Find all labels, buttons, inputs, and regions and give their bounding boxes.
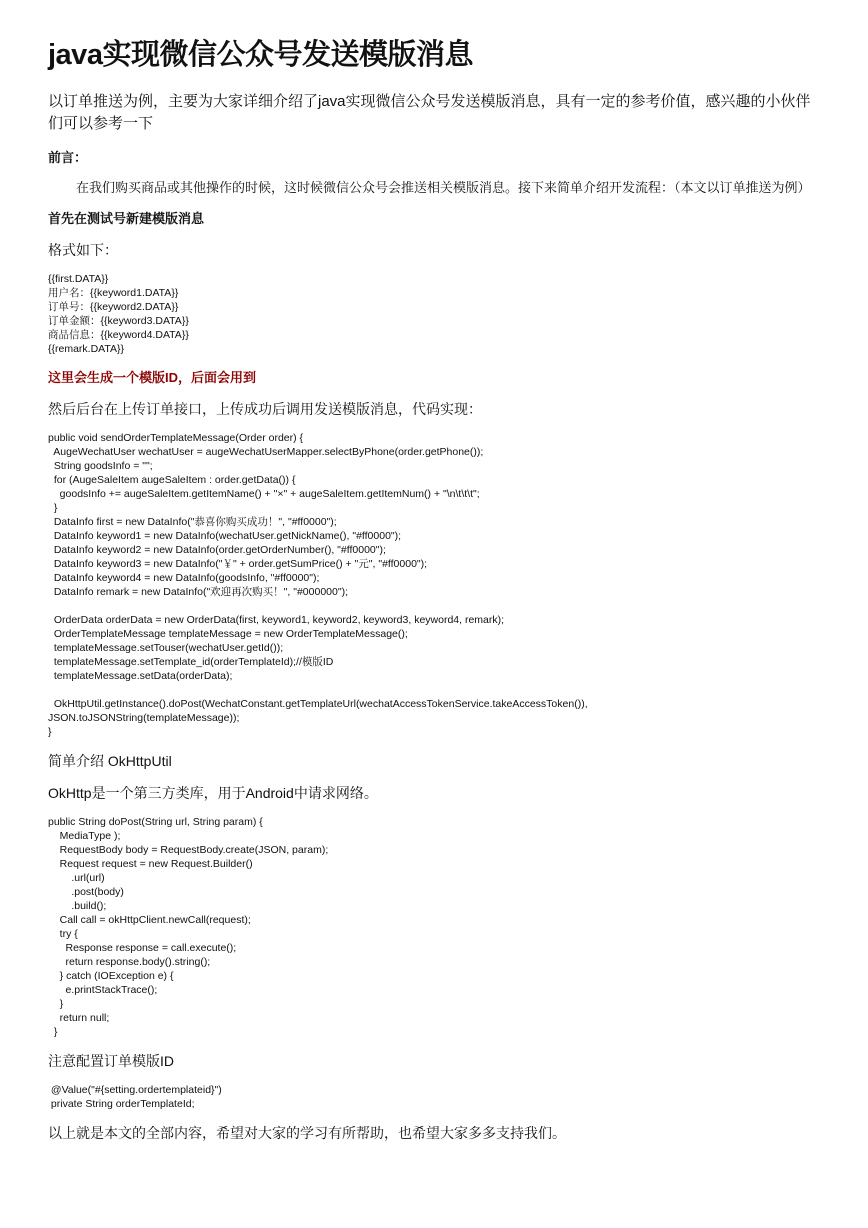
preface-label: 前言： (48, 150, 88, 165)
config-heading: 注意配置订单模版ID (48, 1053, 174, 1069)
config-code-block: @Value("#{setting.ordertemplateid}") private String orderTemplateId; (50, 1084, 222, 1110)
preface-paragraph: 在我们购买商品或其他操作的时候，这时候微信公众号会推送相关模版消息。接下来简单介绍开发流程：（本文以订单推送为例） (76, 180, 811, 195)
article-title: java实现微信公众号发送模版消息 (48, 39, 473, 71)
template-id-note: 这里会生成一个模版ID，后面会用到 (48, 370, 257, 385)
closing-paragraph: 以上就是本文的全部内容，希望对大家的学习有所帮助，也希望大家多多支持我们。 (48, 1125, 566, 1141)
article-summary: 以订单推送为例，主要为大家详细介绍了java实现微信公众号发送模版消息，具有一定的参考价值，感兴趣的小伙伴们可以参考一下 (48, 93, 811, 132)
send-template-code-block: public void sendOrderTemplateMessage(Order order) { AugeWechatUser wechatUser = augeWechatUserMapper.selectByPhone(order.getPhone()); String goodsInfo = ""; for (AugeSaleItem augeSaleItem : order.getData()) { goodsInfo += augeSaleItem.getItemName() + "×" + augeSaleItem.getItemNum() + "\n\t\t\t"; } DataInfo first = new DataInfo("恭喜你购买成功！", "#ff0000"); DataInfo keyword1 = new DataInfo(wechatUser.getNickName(), "#ff0000"); DataInfo keyword2 = new DataInfo(order.getOrderNumber(), "#ff0000"); DataInfo keyword3 = new DataInfo("￥" + order.getSumPrice() + "元", "#ff0000"); DataInfo keyword4 = new DataInfo(goodsInfo, "#ff0000"); DataInfo remark = new DataInfo("欢迎再次购买！", "#000000"); OrderData orderData = new OrderData(first, keyword1, keyword2, keyword3, keyword4, remark); OrderTemplateMessage templateMessage = new OrderTemplateMessage(); templateMessage.setTouser(wechatUser.getId()); templateMessage.setTemplate_id(orderTemplateId);//模版ID templateMessage.setData(orderData); OkHttpUtil.getInstance().doPost(WechatConstant.getTemplateUrl(wechatAccessTokenService.takeAccessToken()), JSON.toJSONString(templateMessage)); } (48, 432, 588, 738)
okhttp-description: OkHttp是一个第三方类库，用于Android中请求网络。 (48, 785, 378, 801)
upload-paragraph: 然后后台在上传订单接口，上传成功后调用发送模版消息，代码实现： (48, 401, 482, 417)
okhttp-code-block: public String doPost(String url, String param) { MediaType ); RequestBody body = RequestBody.create(JSON, param); Request request = new Request.Builder() .url(url) .post(body) .build(); Call call = okHttpClient.newCall(request); try { Response response = call.execute(); return response.body().string(); } catch (IOException e) { e.printStackTrace(); } return null; } (48, 816, 329, 1038)
format-label: 格式如下： (48, 242, 118, 258)
template-format-block: {{first.DATA}} 用户名：{{keyword1.DATA}} 订单号：{{keyword2.DATA}} 订单金额：{{keyword3.DATA}} 商品信息：{{keyword4.DATA}} {{remark.DATA}} (48, 273, 189, 355)
step1-heading: 首先在测试号新建模版消息 (48, 211, 205, 226)
okhttp-heading: 简单介绍 OkHttpUtil (48, 753, 172, 769)
